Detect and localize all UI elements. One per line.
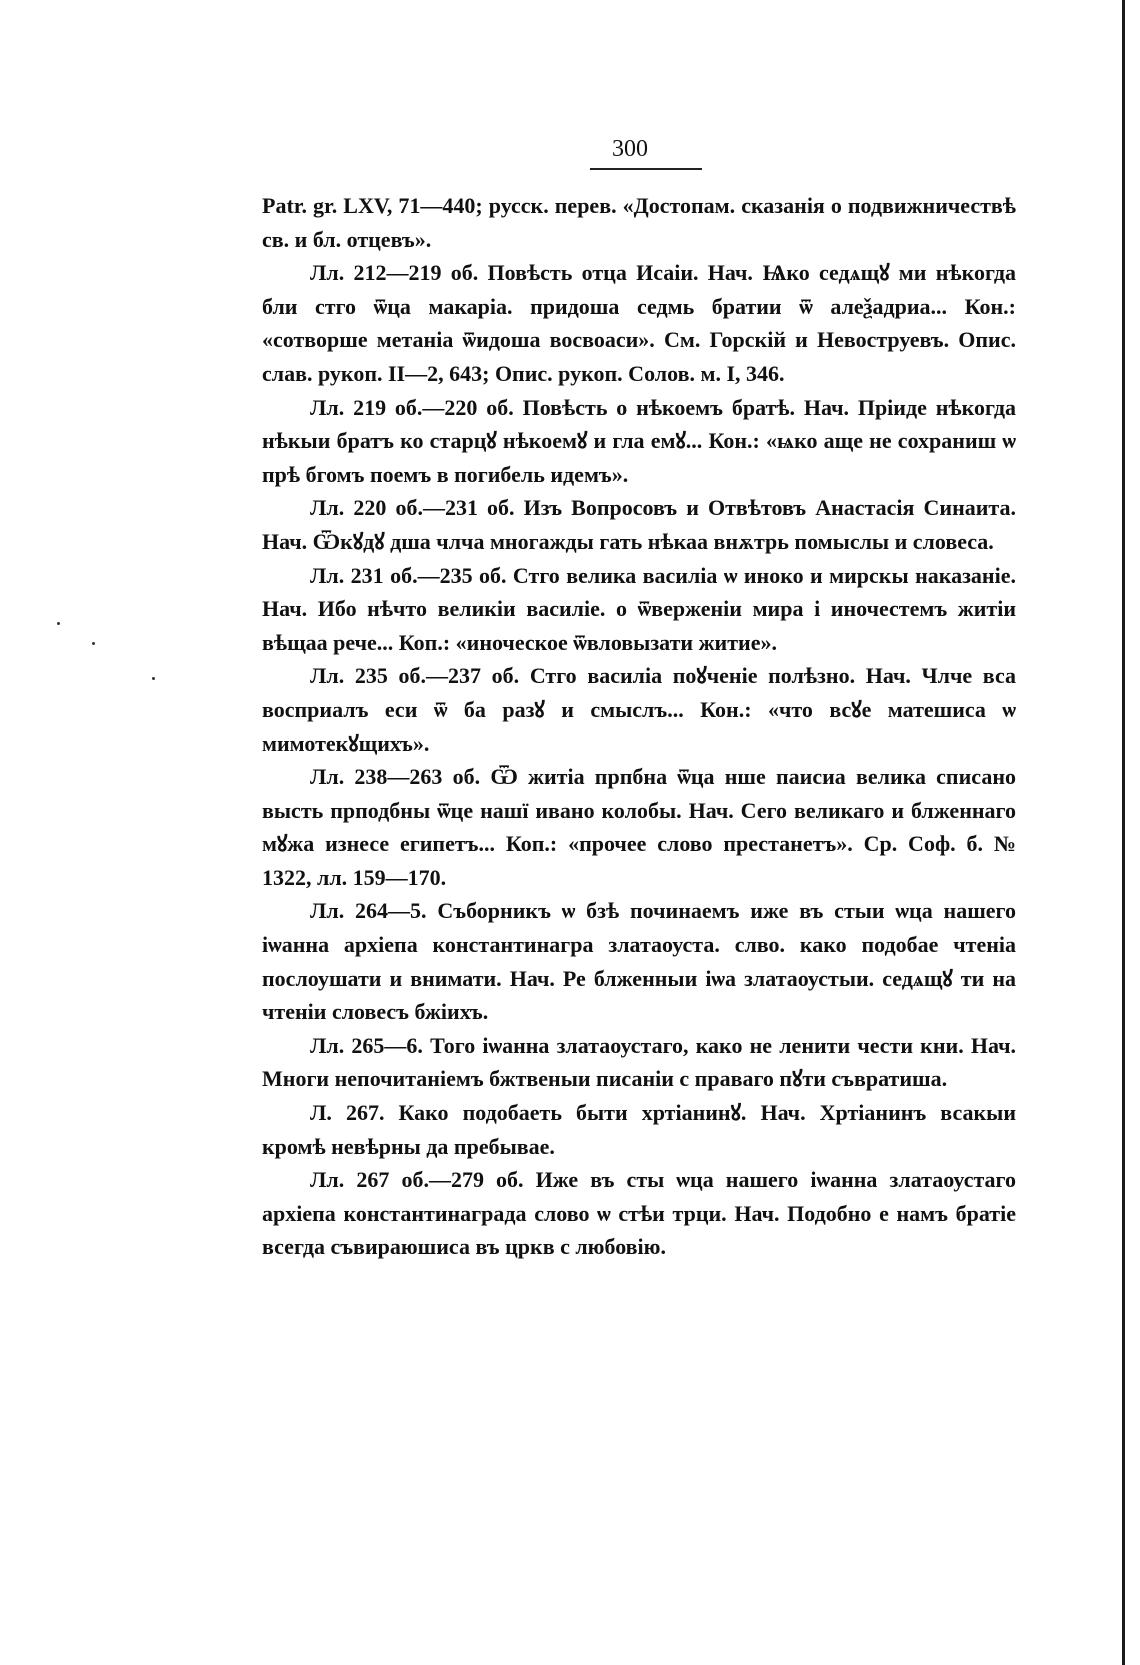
scan-speck [57, 622, 60, 625]
entry-paragraph: Лл. 220 об.—231 об. Изъ Вопросовъ и Отвѣтовъ Анастасія Синаита. Нач. Ѿкꙋдꙋ дша члча многажды гать нѣкаа внѫтрь помыслы и словеса. [262, 495, 1016, 554]
entry-paragraph: Лл. 219 об.—220 об. Повѣсть о нѣкоемъ братѣ. Нач. Пріиде нѣкогда нѣкыи братъ ко старцꙋ нѣкоемꙋ и гла емꙋ... Кон.: «ѩко аще не сохраниш ѡ прѣ бгомъ поемъ в погибель идемъ». [262, 394, 1016, 487]
page-edge-rule [1122, 0, 1125, 1665]
paragraph-continuation: Patr. gr. LXV, 71—440; русск. перев. «Достопам. сказанія о подвижничествѣ св. и бл. отцевъ». [262, 193, 1016, 252]
entry-paragraph: Лл. 238—263 об. Ѿ житіа прпбна ѿца нше паисиа велика списано высть прподбны ѿце нашї ивано колобы. Нач. Сего великаго и блженнаго мꙋжа изнесе египетъ... Коп.: «прочее слово престанетъ». Ср. Соф. б. № 1322, лл. 159—170. [262, 764, 1016, 890]
scan-speck [92, 642, 95, 645]
entry-paragraph: Л. 267. Како подобаеть быти хртіанинꙋ. Нач. Хртіанинъ всакыи кромѣ невѣрны да пребывае. [262, 1100, 1016, 1159]
scan-speck [152, 677, 155, 680]
entry-paragraph: Лл. 235 об.—237 об. Стго василіа поꙋченіе полѣзно. Нач. Члче вса восприалъ еси ѿ ба разꙋ и смыслъ... Кон.: «что всꙋе матешиса ѡ мимотекꙋщихъ». [262, 663, 1016, 756]
entry-paragraph: Лл. 264—5. Съборникъ ѡ бзѣ починаемъ иже въ стыи ѡца нашего іѡанна архіепа константинагра златаоуста. слво. како подобае чтеніа послоушати и внимати. Нач. Ре блженныи іѡа златаоустыи. седѧщꙋ ти на чтеніи словесъ бжіихъ. [262, 898, 1016, 1025]
page-number-rule [590, 168, 702, 170]
page-number: 300 [612, 136, 648, 162]
entry-paragraph: Лл. 265—6. Того іѡанна златаоустаго, како не ленити чести кни. Нач. Многи непочитаніемъ бжтвеныи писаніи с праваго пꙋти съвратиша. [262, 1032, 1016, 1092]
entry-paragraph: Лл. 212—219 об. Повѣсть отца Исаіи. Нач. Ѩко седѧщꙋ ми нѣкогда бли стго ѿца макаріа. придоша седмь братии ѿ алеѯадриа... Кон.: «сотворше метаніа ѿидоша восвоаси». См. Горскій и Невоструевъ. Опис. слав. рукоп. II—2, 643; Опис. рукоп. Солов. м. I, 346. [262, 260, 1016, 386]
page-body [262, 189, 1016, 1264]
entry-paragraph: Лл. 267 об.—279 об. Иже въ сты ѡца нашего іѡанна златаоустаго архіепа константинаграда слово ѡ стѣи трци. Нач. Подобно е намъ братіе всегда съвираюшиса въ цркв с любовію. [262, 1167, 1016, 1260]
entry-paragraph: Лл. 231 об.—235 об. Стго велика василіа ѡ иноко и мирскы наказаніе. Нач. Ибо нѣчто великіи василіе. о ѿверженіи мира і иночестемъ житіи вѣщаа рече... Коп.: «иноческое ѿвловызати житие». [262, 562, 1016, 655]
